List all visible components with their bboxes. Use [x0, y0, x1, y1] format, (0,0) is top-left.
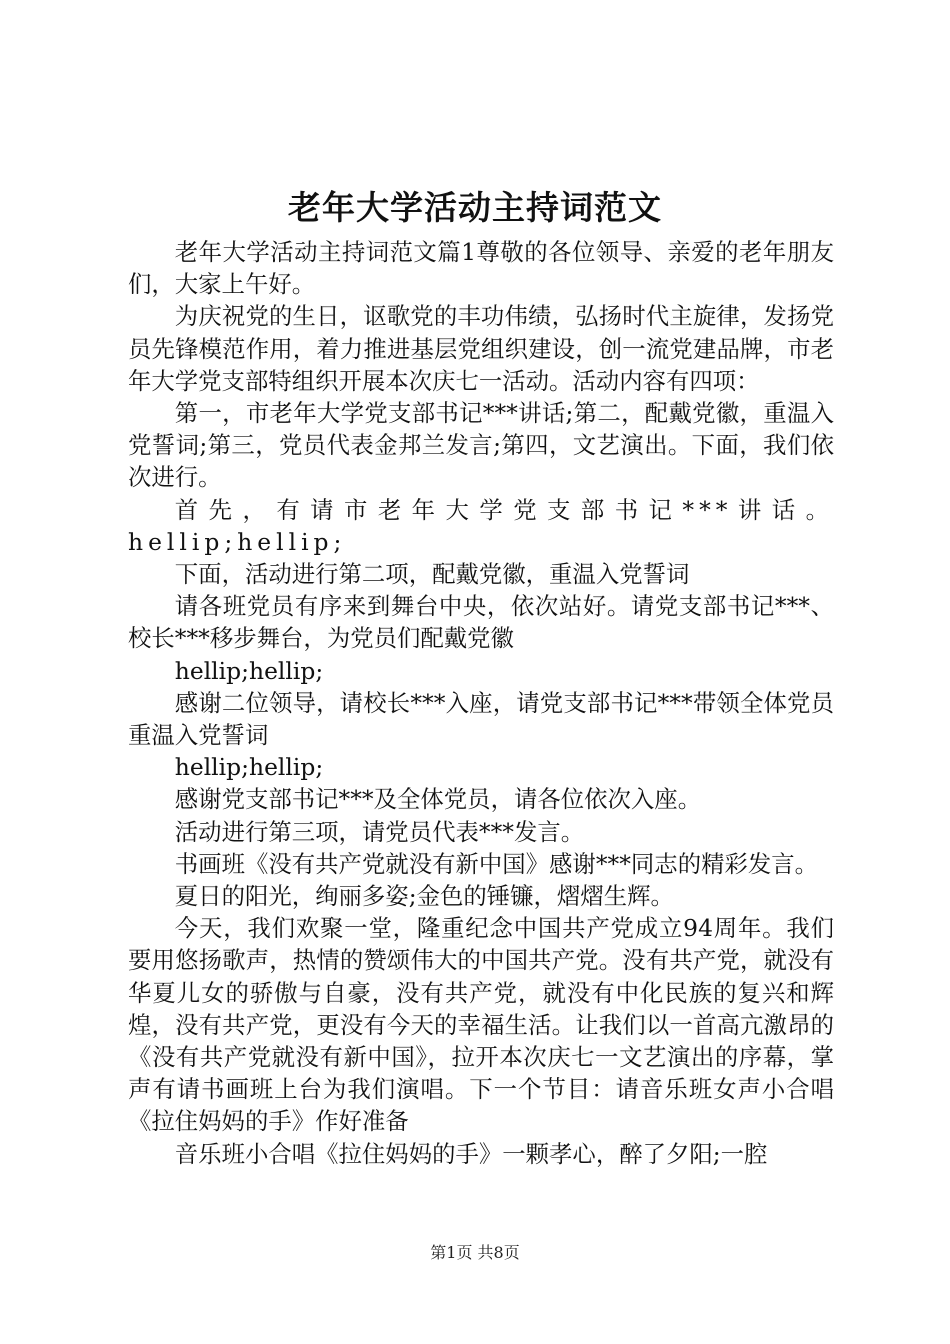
paragraph-ellipsis: hellip;hellip;: [174, 753, 324, 782]
paragraph-thanks: 感谢党支部书记***及全体党员，请各位依次入座。: [174, 785, 702, 814]
paragraph-intro: 老年大学活动主持词范文篇1尊敬的各位领导、亲爱的老年朋友们，大家上午好。: [128, 238, 834, 299]
paragraph-anniversary: 今天，我们欢聚一堂，隆重纪念中国共产党成立94周年。我们要用悠扬歌声，热情的赞颂伟大的中国共产党。没有共产党，就没有华夏儿女的骄傲与自豪，没有共产党，就没有中化民族的复兴和辉煌，没有共产党，更没有今天的幸福生活。让我们以一首高亢激昂的《没有共产党就没有新中国》，拉开本次庆七一文艺演出的序幕，掌声有请书画班上台为我们演唱。下一个节目：请音乐班女声小合唱《拉住妈妈的手》作好准备: [128, 914, 834, 1136]
document-title: 老年大学活动主持词范文: [288, 188, 662, 227]
paragraph-purpose: 为庆祝党的生日，讴歌党的丰功伟绩，弘扬时代主旋律，发扬党员先锋模范作用，着力推进基层党组织建设，创一流党建品牌，市老年大学党支部特组织开展本次庆七一活动。活动内容有四项：: [128, 302, 834, 395]
paragraph-music-class: 音乐班小合唱《拉住妈妈的手》一颗孝心，醉了夕阳;一腔: [174, 1139, 768, 1168]
paragraph-calligraphy-class: 书画班《没有共产党就没有新中国》感谢***同志的精彩发言。: [174, 849, 819, 878]
document-body: [128, 236, 834, 1170]
paragraph-summer: 夏日的阳光，绚丽多姿;金色的锤镰，熠熠生辉。: [174, 882, 674, 911]
page-footer: 第1页 共8页: [430, 1243, 520, 1262]
paragraph-agenda: 第一，市老年大学党支部书记***讲话;第二，配戴党徽，重温入党誓词;第三，党员代表金邦兰发言;第四，文艺演出。下面，我们依次进行。: [128, 399, 834, 492]
paragraph-oath-instruction: 感谢二位领导，请校长***入座，请党支部书记***带领全体党员重温入党誓词: [128, 688, 834, 750]
paragraph-first-item: 首先，有请市老年大学党支部书记***讲话。hellip;hellip;: [128, 495, 834, 556]
paragraph-ellipsis: hellip;hellip;: [174, 656, 324, 685]
paragraph-third-item: 活动进行第三项，请党员代表***发言。: [174, 817, 585, 846]
paragraph-badge-instruction: 请各班党员有序来到舞台中央，依次站好。请党支部书记***、校长***移步舞台，为党员们配戴党徽: [128, 592, 834, 653]
paragraph-second-item: 下面，活动进行第二项，配戴党徽，重温入党誓词: [174, 560, 690, 589]
